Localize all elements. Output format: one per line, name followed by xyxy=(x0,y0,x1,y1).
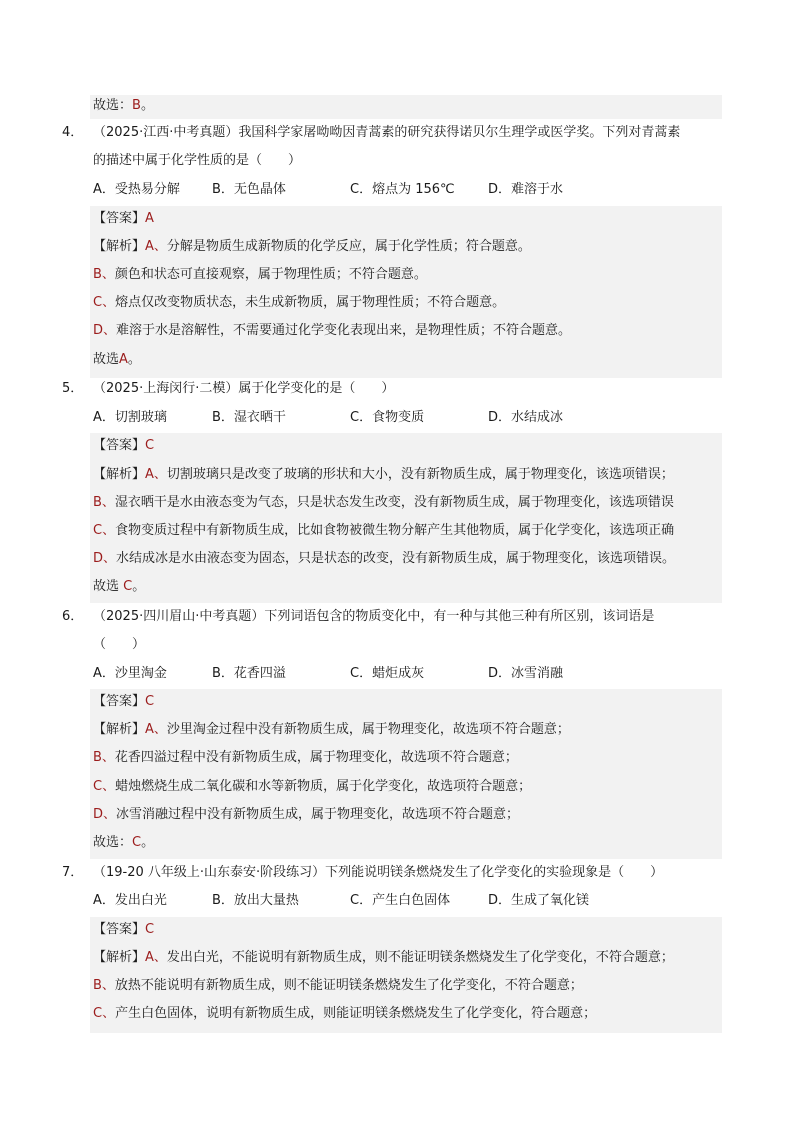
question-stem-line1: （2025·上海闵行·二模）属于化学变化的是（ ） xyxy=(93,381,395,396)
analysis-text: 沙里淘金过程中没有新物质生成，属于物理变化，故选项不符合题意； xyxy=(166,722,570,737)
option-c: C．蜡炬成灰 xyxy=(350,666,425,681)
question-stem-line2: （ ） xyxy=(93,637,146,652)
analysis-text: 水结成冰是水由液态变为固态，只是状态的改变，没有新物质生成，属于物理变化，该选项错误。 xyxy=(116,551,676,566)
analysis-lead: B、 xyxy=(93,750,115,765)
analysis-line-c xyxy=(93,778,531,796)
option-d: D．生成了氧化镁 xyxy=(488,893,590,908)
conclusion-suffix: 。 xyxy=(140,98,154,113)
analysis-text: 湿衣晒干是水由液态变为气态，只是状态发生改变，没有新物质生成，属于物理变化，该选项错误 xyxy=(114,495,674,510)
analysis-text: 花香四溢过程中没有新物质生成，属于物理变化，故选项不符合题意； xyxy=(114,750,518,765)
answer-line xyxy=(93,921,154,939)
analysis-lead: A、 xyxy=(145,950,167,965)
conclusion-prefix: 故选 xyxy=(93,579,124,594)
option-d: D．难溶于水 xyxy=(488,182,564,197)
option-a: A．切割玻璃 xyxy=(93,410,167,425)
answer-label: 【答案】 xyxy=(93,438,146,453)
question-number: 6． xyxy=(62,609,84,624)
analysis-lead: C、 xyxy=(93,295,116,310)
analysis-text: 发出白光，不能说明有新物质生成，则不能证明镁条燃烧发生了化学变化，不符合题意； xyxy=(166,950,674,965)
option-c: C．熔点为 156℃ xyxy=(350,182,455,197)
conclusion-prefix: 故选： xyxy=(93,835,133,850)
answer-value: C xyxy=(145,438,155,453)
answer-value: A xyxy=(145,211,154,226)
analysis-text: 难溶于水是溶解性，不需要通过化学变化表现出来，是物理性质；不符合题意。 xyxy=(116,323,572,338)
analysis-text: 放热不能说明有新物质生成，则不能证明镁条燃烧发生了化学变化，不符合题意； xyxy=(114,978,583,993)
analysis-text: 产生白色固体，说明有新物质生成，则能证明镁条燃烧发生了化学变化，符合题意； xyxy=(115,1006,597,1021)
conclusion-suffix: 。 xyxy=(132,579,146,594)
analysis-lead: A、 xyxy=(145,467,167,482)
question-stem-line1: （19-20 八年级上·山东泰安·阶段练习）下列能说明镁条燃烧发生了化学变化的实验现象是（ ） xyxy=(93,865,664,880)
conclusion-suffix: 。 xyxy=(127,352,141,367)
conclusion-answer: A xyxy=(119,352,128,367)
conclusion-line xyxy=(93,834,154,852)
answer-label: 【答案】 xyxy=(93,211,146,226)
question-number: 5． xyxy=(62,381,84,396)
answer-block-q6 xyxy=(90,689,722,859)
option-b: B．放出大量热 xyxy=(212,893,299,908)
option-a: A．沙里淘金 xyxy=(93,666,167,681)
analysis-label: 【解析】 xyxy=(93,950,146,965)
analysis-text: 熔点仅改变物质状态，未生成新物质，属于物理性质；不符合题意。 xyxy=(115,295,506,310)
analysis-line-a xyxy=(93,721,570,739)
analysis-label: 【解析】 xyxy=(93,467,146,482)
analysis-line-c xyxy=(93,1005,596,1023)
answer-value: C xyxy=(145,694,155,709)
analysis-text: 分解是物质生成新物质的化学反应，属于化学性质；符合题意。 xyxy=(166,239,531,254)
option-a: A．发出白光 xyxy=(93,893,167,908)
question-number: 4． xyxy=(62,125,84,140)
analysis-line-a xyxy=(93,949,674,967)
option-c: C．食物变质 xyxy=(350,410,425,425)
answer-block-q5 xyxy=(90,433,722,603)
analysis-lead: A、 xyxy=(145,722,167,737)
analysis-line-a xyxy=(93,238,531,256)
analysis-lead: B、 xyxy=(93,495,115,510)
analysis-line-a xyxy=(93,466,674,484)
answer-block-q3-tail xyxy=(90,95,722,119)
answer-line xyxy=(93,437,154,455)
analysis-label: 【解析】 xyxy=(93,722,146,737)
analysis-line-b xyxy=(93,266,427,284)
option-d: D．冰雪消融 xyxy=(488,666,564,681)
analysis-line-c xyxy=(93,522,674,540)
option-a: A．受热易分解 xyxy=(93,182,180,197)
conclusion-answer: B xyxy=(132,98,141,113)
analysis-line-d xyxy=(93,806,519,824)
analysis-line-b xyxy=(93,749,518,767)
analysis-text: 蜡烛燃烧生成二氧化碳和水等新物质，属于化学变化，故选项符合题意； xyxy=(115,779,532,794)
conclusion-prefix: 故选： xyxy=(93,98,133,113)
analysis-line-b xyxy=(93,977,583,995)
conclusion-prefix: 故选 xyxy=(93,352,120,367)
analysis-text: 食物变质过程中有新物质生成，比如食物被微生物分解产生其他物质，属于化学变化，该选项正确 xyxy=(115,523,675,538)
answer-block-q4 xyxy=(90,206,722,378)
analysis-lead: D、 xyxy=(93,323,117,338)
analysis-lead: C、 xyxy=(93,779,116,794)
option-b: B．花香四溢 xyxy=(212,666,286,681)
analysis-lead: C、 xyxy=(93,523,116,538)
analysis-lead: A、 xyxy=(145,239,167,254)
conclusion-q3 xyxy=(93,97,154,115)
conclusion-line xyxy=(93,578,145,596)
analysis-text: 冰雪消融过程中没有新物质生成，属于物理变化，故选项不符合题意； xyxy=(116,807,520,822)
question-stem-line2: 的描述中属于化学性质的是（ ） xyxy=(93,153,302,168)
conclusion-line xyxy=(93,351,141,369)
answer-line xyxy=(93,693,154,711)
question-number: 7． xyxy=(62,865,84,880)
option-c: C．产生白色固体 xyxy=(350,893,451,908)
answer-value: C xyxy=(145,922,155,937)
analysis-lead: D、 xyxy=(93,551,117,566)
analysis-line-d xyxy=(93,550,675,568)
analysis-text: 颜色和状态可直接观察，属于物理性质；不符合题意。 xyxy=(114,267,427,282)
analysis-lead: C、 xyxy=(93,1006,116,1021)
conclusion-answer: C xyxy=(123,579,133,594)
analysis-lead: D、 xyxy=(93,807,117,822)
answer-line xyxy=(93,210,154,228)
option-b: B．无色晶体 xyxy=(212,182,286,197)
question-stem-line1: （2025·江西·中考真题）我国科学家屠呦呦因青蒿素的研究获得诺贝尔生理学或医学奖。下列对青蒿素 xyxy=(93,125,681,140)
analysis-line-c xyxy=(93,294,505,312)
answer-label: 【答案】 xyxy=(93,922,146,937)
conclusion-answer: C xyxy=(132,835,142,850)
analysis-label: 【解析】 xyxy=(93,239,146,254)
question-stem-line1: （2025·四川眉山·中考真题）下列词语包含的物质变化中，有一种与其他三种有所区别，该词语是 xyxy=(93,609,655,624)
option-b: B．湿衣晒干 xyxy=(212,410,286,425)
option-d: D．水结成冰 xyxy=(488,410,564,425)
analysis-line-d xyxy=(93,322,571,340)
analysis-line-b xyxy=(93,494,674,512)
analysis-lead: B、 xyxy=(93,978,115,993)
analysis-lead: B、 xyxy=(93,267,115,282)
conclusion-suffix: 。 xyxy=(141,835,155,850)
answer-label: 【答案】 xyxy=(93,694,146,709)
analysis-text: 切割玻璃只是改变了玻璃的形状和大小，没有新物质生成，属于物理变化，该选项错误； xyxy=(166,467,674,482)
